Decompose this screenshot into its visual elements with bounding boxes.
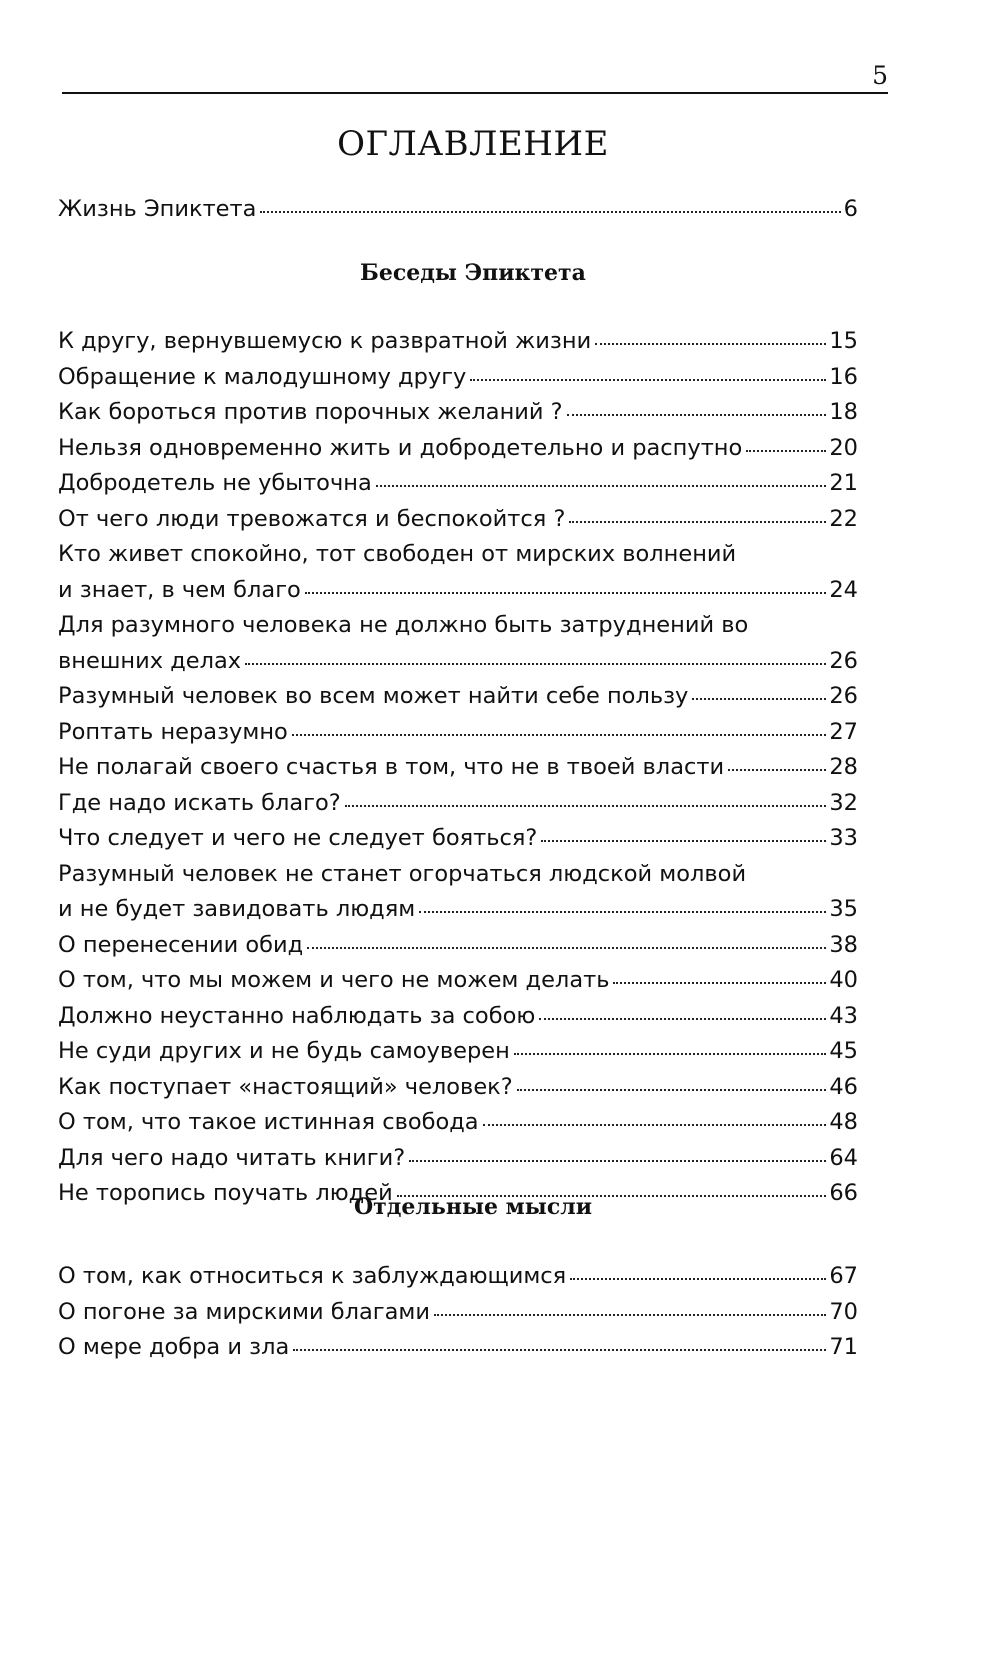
dot-leader xyxy=(470,379,826,381)
dot-leader xyxy=(345,805,827,807)
dot-leader xyxy=(514,1053,827,1055)
toc-section-conversations xyxy=(58,324,858,1212)
toc-entry xyxy=(58,1259,858,1295)
toc-entry-page: 28 xyxy=(829,754,858,780)
toc-entry-line xyxy=(58,1259,858,1295)
toc-entry xyxy=(58,360,858,396)
toc-entry xyxy=(58,928,858,964)
toc-entry-page: 66 xyxy=(829,1180,858,1206)
toc-entry-title: О погоне за мирскими благами xyxy=(58,1298,430,1325)
toc-entry-title: От чего люди тревожатся и беспокойтся ? xyxy=(58,505,566,532)
toc-entry-line xyxy=(58,786,858,822)
toc-entry-line xyxy=(58,1330,858,1366)
toc-entry-title-line: Для разумного человека не должно быть затруднений во xyxy=(58,612,749,638)
toc-entry-title: Как поступает «настоящий» человек? xyxy=(58,1073,513,1100)
toc-entry xyxy=(58,786,858,822)
header-rule xyxy=(62,92,888,94)
toc-entry-line xyxy=(58,192,858,228)
toc-entry-title-line: Разумный человек не станет огорчаться людской молвой xyxy=(58,860,747,887)
toc-entry-title: Разумный человек во всем может найти себе пользу xyxy=(58,683,689,709)
toc-entry-line xyxy=(58,1070,858,1106)
dot-leader xyxy=(376,485,827,487)
toc-entry-page: 24 xyxy=(829,576,858,603)
dot-leader xyxy=(434,1314,826,1316)
toc-entry-line xyxy=(58,892,858,928)
section-heading-separate-thoughts: Отдельные мысли xyxy=(353,1194,593,1220)
toc-entry-title: внешних делах xyxy=(58,647,242,674)
section-heading-conversations: Беседы Эпиктета xyxy=(360,260,586,286)
toc-entry-title: Что следует и чего не следует бояться? xyxy=(58,825,538,851)
toc-entry-line xyxy=(58,466,858,502)
toc-entry-title: Где надо искать благо? xyxy=(58,789,341,816)
toc-entry-page: 26 xyxy=(829,647,858,674)
dot-leader xyxy=(409,1160,826,1162)
toc-entry-line xyxy=(58,963,858,999)
toc-entry xyxy=(58,608,858,679)
toc-entry-line xyxy=(58,1105,858,1141)
dot-leader xyxy=(245,663,826,665)
toc-entry-line xyxy=(58,324,858,360)
toc-entry-page: 16 xyxy=(829,363,858,390)
toc-entry-page: 70 xyxy=(829,1298,858,1325)
toc-entry xyxy=(58,679,858,715)
toc-entry-line xyxy=(58,750,858,786)
toc-entry xyxy=(58,395,858,431)
toc-entry xyxy=(58,821,858,857)
toc-entry-line xyxy=(58,573,858,609)
toc-entry-title: Роптать неразумно xyxy=(58,718,288,745)
toc-entry-title: Для чего надо читать книги? xyxy=(58,1144,406,1171)
toc-entry-title: Добродетель не убыточна xyxy=(58,470,372,496)
toc-entry-page: 21 xyxy=(829,470,858,496)
toc-entry-title: К другу, вернувшемусю к развратной жизни xyxy=(58,328,592,354)
toc-entry-line xyxy=(58,395,858,431)
dot-leader xyxy=(539,1018,826,1020)
toc-entry-page: 43 xyxy=(829,1002,858,1029)
dot-leader xyxy=(692,698,826,700)
toc-entry-page: 26 xyxy=(829,683,858,709)
dot-leader xyxy=(570,1278,826,1280)
toc-entry-line xyxy=(58,1295,858,1331)
toc-entry-title-line: Кто живет спокойно, тот свободен от мирских волнений xyxy=(58,541,737,567)
toc-entry-page: 32 xyxy=(829,789,858,816)
toc-entry-line xyxy=(58,644,858,680)
toc-entry-title: О том, как относиться к заблуждающимся xyxy=(58,1263,567,1289)
toc-entry xyxy=(58,466,858,502)
toc-section-separate-thoughts xyxy=(58,1259,858,1366)
dot-leader xyxy=(305,592,827,594)
toc-entry-page: 33 xyxy=(829,825,858,851)
dot-leader xyxy=(569,521,826,523)
toc-entry-title: Нельзя одновременно жить и добродетельно и распутно xyxy=(58,434,743,461)
page-title: ОГЛАВЛЕНИЕ xyxy=(337,124,609,164)
dot-leader xyxy=(595,343,826,345)
dot-leader xyxy=(419,911,826,913)
toc-entry-title: и не будет завидовать людям xyxy=(58,896,416,922)
toc-entry-page: 27 xyxy=(829,718,858,745)
toc-intro xyxy=(58,192,858,228)
toc-entry xyxy=(58,715,858,751)
toc-entry-line xyxy=(58,928,858,964)
toc-entry-line xyxy=(58,502,858,538)
toc-entry xyxy=(58,857,858,928)
toc-entry-title: О том, что мы можем и чего не можем делать xyxy=(58,967,610,993)
toc-entry-page: 48 xyxy=(829,1109,858,1135)
dot-leader xyxy=(746,450,826,452)
toc-entry-title: Жизнь Эпиктета xyxy=(58,196,257,222)
toc-entry xyxy=(58,431,858,467)
toc-entry xyxy=(58,1070,858,1106)
toc-entry-title: Не суди других и не будь самоуверен xyxy=(58,1038,510,1064)
toc-entry-page: 18 xyxy=(829,399,858,425)
toc-entry-page: 67 xyxy=(829,1263,858,1289)
toc-entry xyxy=(58,1330,858,1366)
toc-entry-line xyxy=(58,679,858,715)
toc-entry-title: О перенесении обид xyxy=(58,931,304,958)
toc-entry-line xyxy=(58,1141,858,1177)
dot-leader xyxy=(541,840,826,842)
toc-entry-page: 38 xyxy=(829,931,858,958)
toc-entry-page: 71 xyxy=(829,1334,858,1360)
toc-entry-line xyxy=(58,999,858,1035)
toc-entry-page: 15 xyxy=(829,328,858,354)
dot-leader xyxy=(517,1089,827,1091)
dot-leader xyxy=(260,211,840,213)
toc-entry-page: 64 xyxy=(829,1144,858,1171)
toc-entry-page: 45 xyxy=(829,1038,858,1064)
toc-entry xyxy=(58,502,858,538)
dot-leader xyxy=(728,769,826,771)
toc-entry-title: О мере добра и зла xyxy=(58,1334,290,1360)
toc-entry-line xyxy=(58,431,858,467)
toc-entry xyxy=(58,1034,858,1070)
toc-entry-title: О том, что такое истинная свобода xyxy=(58,1109,479,1135)
toc-entry-page: 35 xyxy=(829,896,858,922)
toc-entry xyxy=(58,537,858,608)
toc-entry xyxy=(58,750,858,786)
toc-entry xyxy=(58,963,858,999)
dot-leader xyxy=(293,1349,826,1351)
toc-entry-line xyxy=(58,360,858,396)
toc-entry-line xyxy=(58,821,858,857)
toc-entry-title: Не полагай своего счастья в том, что не в твоей власти xyxy=(58,754,725,780)
dot-leader xyxy=(483,1124,827,1126)
toc-entry-line xyxy=(58,715,858,751)
toc-entry xyxy=(58,192,858,228)
toc-entry-title: Должно неустанно наблюдать за собою xyxy=(58,1002,536,1029)
toc-entry-title: Как бороться против порочных желаний ? xyxy=(58,399,563,425)
toc-entry-page: 22 xyxy=(829,505,858,532)
dot-leader xyxy=(292,734,827,736)
toc-entry-page: 6 xyxy=(843,196,858,222)
dot-leader xyxy=(307,947,826,949)
toc-entry xyxy=(58,324,858,360)
toc-entry-page: 46 xyxy=(829,1073,858,1100)
toc-entry-title: и знает, в чем благо xyxy=(58,576,301,603)
toc-entry xyxy=(58,1295,858,1331)
dot-leader xyxy=(567,414,827,416)
page-number: 5 xyxy=(872,61,888,90)
toc-entry-page: 40 xyxy=(829,967,858,993)
toc-entry-line xyxy=(58,1034,858,1070)
toc-entry-page: 20 xyxy=(829,434,858,461)
dot-leader xyxy=(613,982,826,984)
toc-entry xyxy=(58,1141,858,1177)
toc-entry-title: Обращение к малодушному другу xyxy=(58,363,467,390)
toc-entry xyxy=(58,1105,858,1141)
toc-entry-title: Не торопись поучать людей xyxy=(58,1180,393,1206)
toc-entry xyxy=(58,999,858,1035)
